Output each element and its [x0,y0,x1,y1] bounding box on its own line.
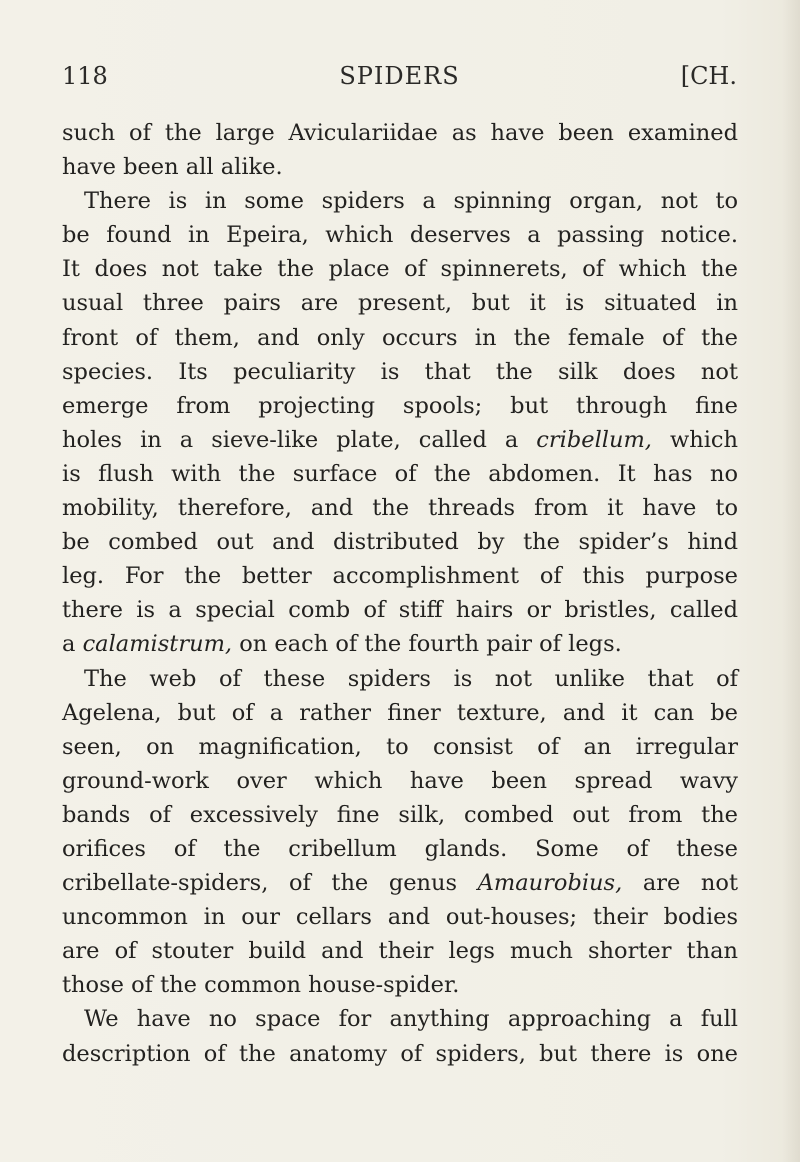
text-line: is flush with the surface of the abdomen. It has no [62,460,738,487]
text-line: orifices of the cribellum glands. Some of these [62,835,738,862]
italic-term: calamistrum, [82,631,233,658]
text-line: be combed out and distributed by the spider’s hind [62,529,738,556]
page-number: 118 [62,62,108,90]
page-edge-shadow [782,0,800,1162]
text-line: cribellate-spiders, of the genus Amaurobius, are not [62,870,738,897]
text-line: be found in Epeira, which deserves a passing notice. [62,222,738,249]
text-line: holes in a sieve-like plate, called a cribellum, which [62,426,738,453]
running-head [62,62,737,98]
body-text [62,116,738,1071]
text-line: emerge from projecting spools; but through fine [62,392,738,419]
text-line: We have no space for anything approaching a full [84,1006,738,1033]
text-line: ground-work over which have been spread wavy [62,767,738,794]
running-title: SPIDERS [339,62,460,90]
text-line: mobility, therefore, and the threads from it have to [62,495,738,522]
text-line: There is in some spiders a spinning organ, not to [84,188,738,215]
text-line: species. Its peculiarity is that the silk does not [62,358,738,385]
text-line: Agelena, but of a rather finer texture, and it can be [62,699,738,726]
text-line: seen, on magnification, to consist of an irregular [62,733,738,760]
text-line: those of the common house-spider. [62,972,460,999]
text-line: a calamistrum, on each of the fourth pair of legs. [62,631,622,658]
text-line: usual three pairs are present, but it is situated in [62,290,738,317]
italic-term: cribellum, [536,426,652,453]
text-line: are of stouter build and their legs much shorter than [62,938,738,965]
text-line: uncommon in our cellars and out-houses; their bodies [62,904,738,931]
text-line: description of the anatomy of spiders, but there is one [62,1040,738,1067]
text-line: The web of these spiders is not unlike that of [84,665,738,692]
text-line: It does not take the place of spinnerets, of which the [62,256,738,283]
text-line: front of them, and only occurs in the female of the [62,324,738,351]
chapter-reference: [CH. [680,62,737,90]
italic-term: Amaurobius, [477,870,623,897]
text-line: leg. For the better accomplishment of this purpose [62,563,738,590]
text-line: there is a special comb of stiff hairs or bristles, called [62,597,738,624]
text-line: have been all alike. [62,154,283,181]
text-line: bands of excessively fine silk, combed out from the [62,801,738,828]
text-line: such of the large Aviculariidae as have been examined [62,120,738,146]
